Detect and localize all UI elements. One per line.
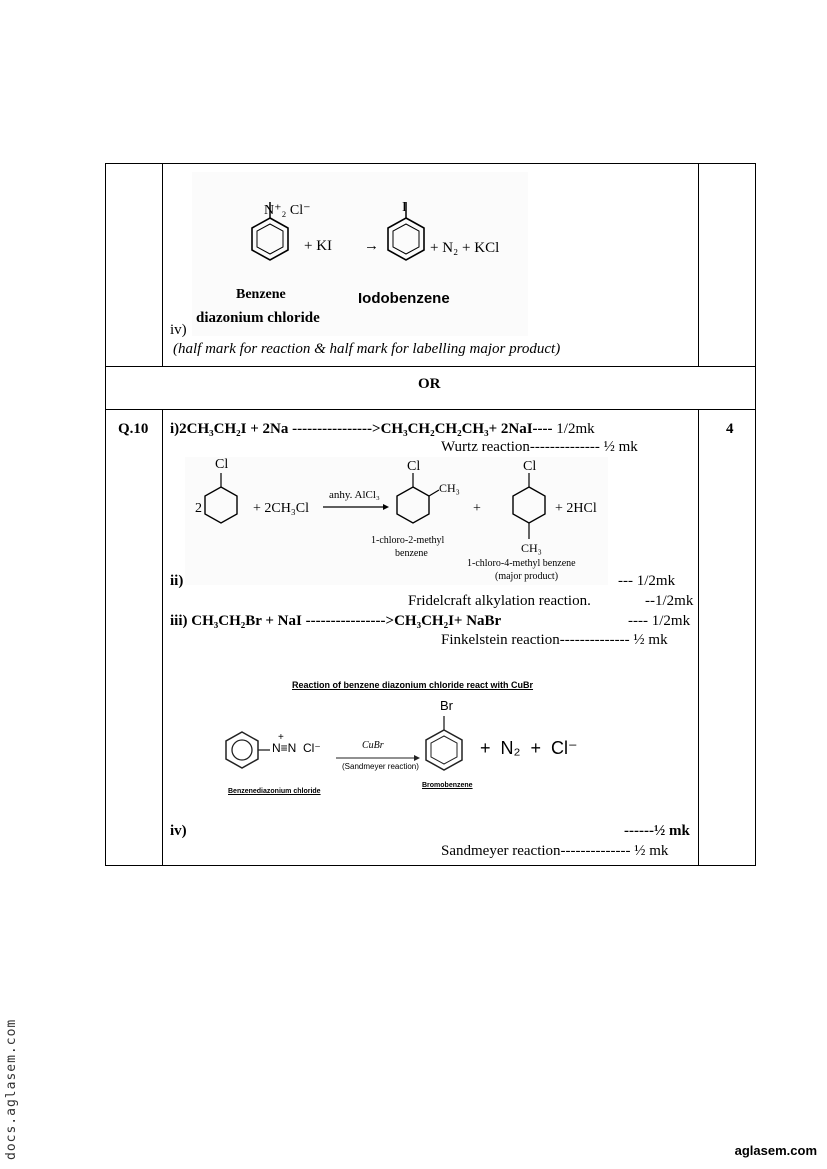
plus-label: +: [473, 501, 481, 516]
part2-name-mark: --1/2mk: [645, 593, 694, 609]
coefficient-label: 2: [195, 501, 202, 516]
question-marks: 4: [726, 421, 734, 437]
iodobenzene-reaction-image: [192, 172, 528, 336]
plus-ki-label: + KI: [304, 238, 333, 254]
part1-mark: 1/2mk: [552, 421, 595, 437]
part2-label: ii): [170, 573, 184, 589]
friedel-crafts-image: [185, 457, 608, 585]
reactant-cl-label: Cl: [215, 457, 229, 472]
part4-mark: ------½ mk: [624, 823, 690, 839]
part2-reaction-name: Fridelcraft alkylation reaction.: [408, 593, 591, 609]
bromine-label: Br: [440, 698, 453, 713]
part3-mark: ---- 1/2mk: [628, 613, 691, 629]
products-label: + N₂ + KCl: [430, 240, 500, 256]
product2-name-line1: 1-chloro-4-methyl benzene: [467, 558, 576, 569]
question-number: Q.10: [118, 421, 149, 437]
diazonium-name: Benzenediazonium chloride: [228, 788, 321, 795]
footer-site: aglasem.com: [734, 1143, 817, 1158]
product1-ch3-label: CH₃: [439, 481, 460, 495]
bromobenzene-name: Bromobenzene: [422, 782, 473, 789]
iodine-label: I: [402, 200, 407, 215]
or-divider-text: OR: [418, 376, 441, 392]
q10-qno-cell: [106, 410, 163, 866]
reactant-name-line1: Benzene: [236, 287, 286, 302]
product1-name-line2: benzene: [395, 548, 428, 559]
cubr-reagent: CuBr: [362, 740, 384, 751]
catalyst-label: anhy. AlCl₃: [329, 489, 380, 501]
reactant-name-line2: diazonium chloride: [196, 310, 320, 326]
part1-line: [170, 421, 595, 438]
row1-qno-cell: [106, 164, 163, 367]
product2-ch3-label: CH₃: [521, 541, 542, 555]
methyl-chloride-label: + 2CH₃Cl: [253, 501, 309, 516]
reaction-arrow: →: [364, 238, 379, 254]
sandmeyer-condition: (Sandmeyer reaction): [342, 762, 419, 771]
footer-site-vertical: docs.aglasem.com: [4, 1018, 19, 1160]
part2-mark: --- 1/2mk: [618, 573, 676, 589]
marking-note: (half mark for reaction & half mark for labelling major product): [173, 341, 561, 357]
product2-cl-label: Cl: [523, 459, 537, 474]
sandmeyer-image: [210, 678, 610, 798]
diazonium-group-label: N⁺₂ Cl⁻: [264, 203, 311, 218]
sandmeyer-title: Reaction of benzene diazonium chloride react with CuBr: [292, 680, 534, 690]
product1-cl-label: Cl: [407, 459, 421, 474]
row1-marks-cell: [699, 164, 756, 367]
part1-equation: i)2CH₃CH₂I + 2Na ---------------->CH₃CH₂CH₂CH₃+ 2NaI----: [170, 421, 553, 437]
product-name: Iodobenzene: [358, 290, 450, 307]
sandmeyer-products: + N₂ + Cl⁻: [480, 738, 578, 758]
part1-reaction-name: Wurtz reaction-------------- ½ mk: [441, 439, 638, 455]
row1-sub-label: iv): [170, 322, 187, 338]
diazonium-group: N≡N Cl⁻: [272, 741, 321, 755]
hcl-label: + 2HCl: [555, 501, 597, 516]
product2-name-line2: (major product): [495, 571, 559, 582]
part3-reaction-name: Finkelstein reaction-------------- ½ mk: [441, 632, 668, 648]
q10-marks-cell: [699, 410, 756, 866]
part4-label: iv): [170, 823, 187, 839]
part3-equation: iii) CH₃CH₂Br + NaI ---------------->CH₃CH₂I+ NaBr: [170, 613, 502, 629]
product1-name-line1: 1-chloro-2-methyl: [371, 535, 445, 546]
part4-reaction-name: Sandmeyer reaction-------------- ½ mk: [441, 843, 669, 859]
diazonium-charge: +: [278, 732, 284, 743]
